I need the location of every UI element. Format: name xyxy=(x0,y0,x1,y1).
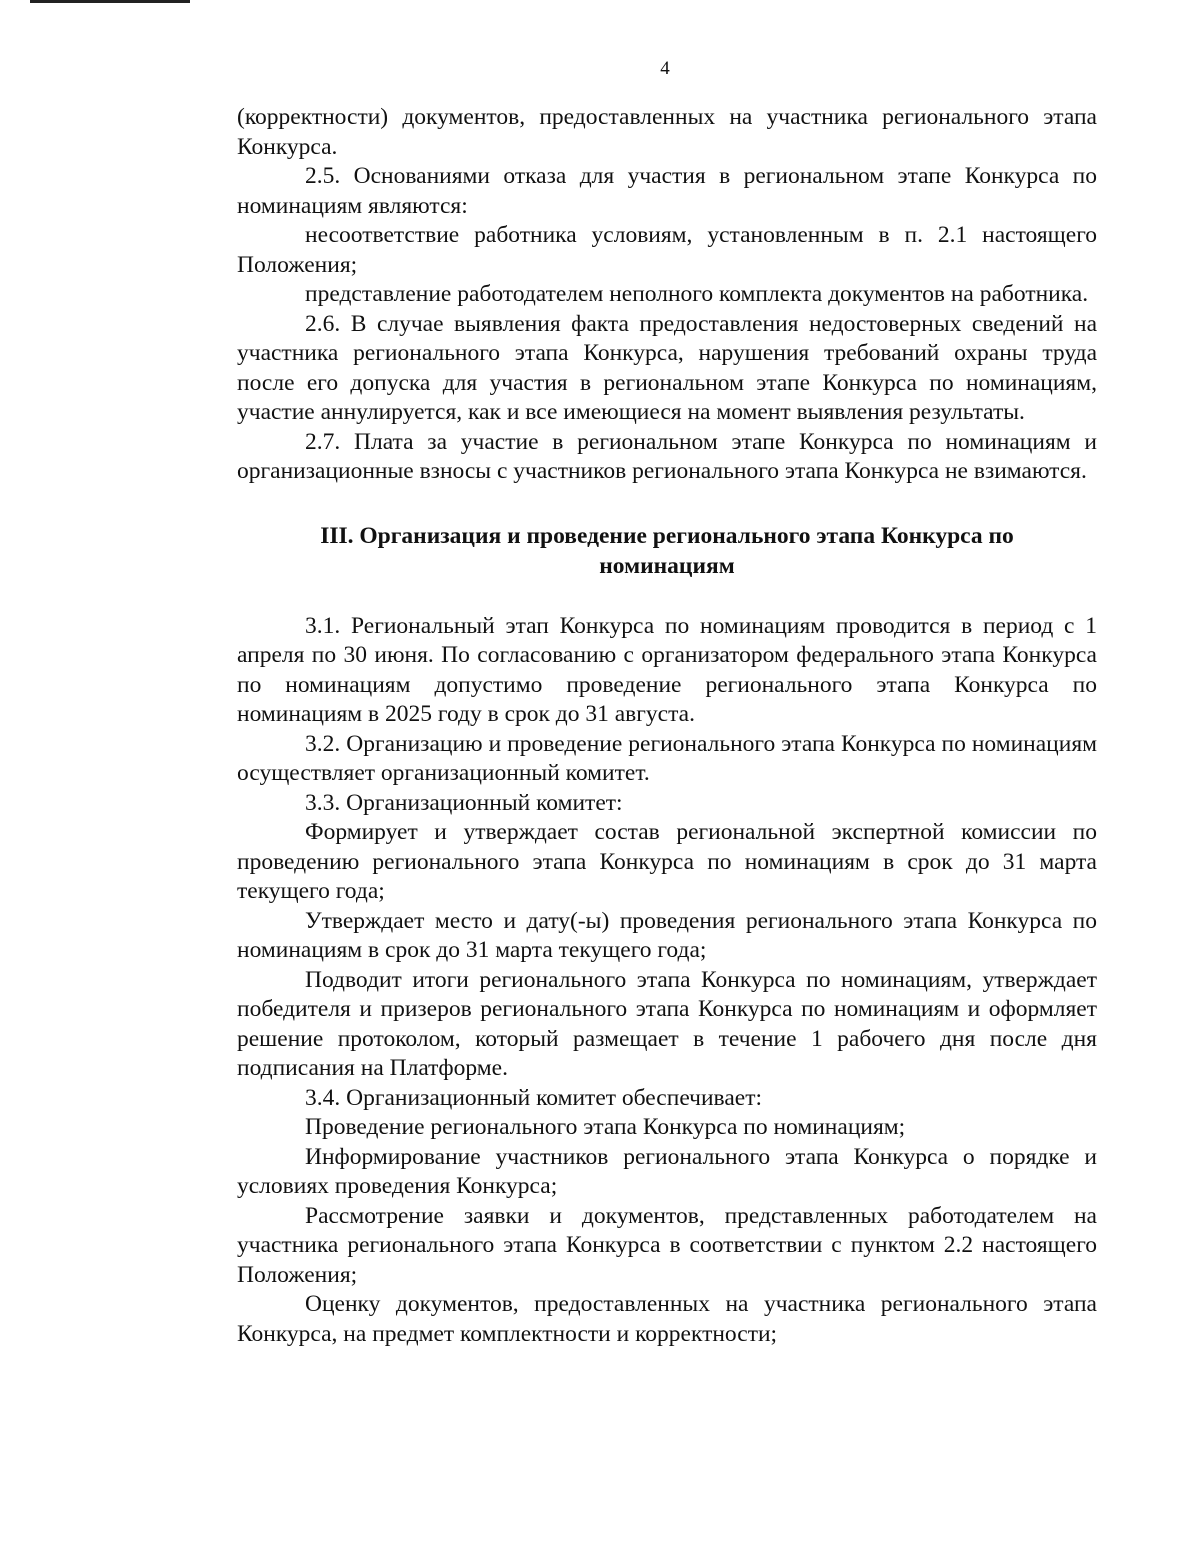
paragraph-continuation: (корректности) документов, предоставленных на участника регионального этапа Конкурса. xyxy=(237,104,1097,160)
page-number: 4 xyxy=(660,58,670,79)
paragraph-2-6: 2.6. В случае выявления факта предоставления недостоверных сведений на участника регионального этапа Конкурса, нарушения требований охраны труда после его допуска для участия в региональном этапе Конкурса по номинациям, участие аннулируется, как и все имеющиеся на момент выявления результаты. xyxy=(237,310,1097,425)
paragraph-3-4: 3.4. Организационный комитет обеспечивает: xyxy=(305,1084,762,1111)
paragraph-3-1: 3.1. Региональный этап Конкурса по номинациям проводится в период с 1 апреля по 30 июня. По согласованию с организатором федерального этапа Конкурса по номинациям допустимо проведение регионального этапа Конкурса по номинациям в 2025 году в срок до 31 августа. xyxy=(237,612,1097,727)
paragraph-2-5-item-1: несоответствие работника условиям, установленным в п. 2.1 настоящего Положения; xyxy=(237,222,1097,278)
paragraph-3-2: 3.2. Организацию и проведение регионального этапа Конкурса по номинациям осуществляет организационный комитет. xyxy=(237,730,1097,786)
paragraph-3-4-item-4: Оценку документов, предоставленных на участника регионального этапа Конкурса, на предмет комплектности и корректности; xyxy=(237,1291,1097,1347)
paragraph-3-3: 3.3. Организационный комитет: xyxy=(305,789,623,816)
paragraph-3-4-item-3: Рассмотрение заявки и документов, представленных работодателем на участника регионального этапа Конкурса в соответствии с пунктом 2.2 настоящего Положения; xyxy=(237,1202,1097,1288)
paragraph-3-3-item-3: Подводит итоги регионального этапа Конкурса по номинациям, утверждает победителя и призеров регионального этапа Конкурса по номинациям и оформляет решение протоколом, который размещает в течение 1 рабочего дня после дня подписания на Платформе. xyxy=(237,966,1097,1081)
paragraph-2-5-item-2: представление работодателем неполного комплекта документов на работника. xyxy=(305,281,1089,307)
paragraph-3-3-item-2: Утверждает место и дату(-ы) проведения регионального этапа Конкурса по номинациям в срок до 31 марта текущего года; xyxy=(237,907,1097,963)
paragraph-2-7: 2.7. Плата за участие в региональном этапе Конкурса по номинациям и организационные взносы с участников регионального этапа Конкурса не взимаются. xyxy=(237,428,1097,484)
paragraph-3-3-item-1: Формирует и утверждает состав региональной экспертной комиссии по проведению регионального этапа Конкурса по номинациям в срок до 31 марта текущего года; xyxy=(237,819,1097,904)
section-heading: III. Организация и проведение регионального этапа Конкурса по номинациям xyxy=(320,522,1014,579)
document-body xyxy=(237,103,1097,1349)
paragraph-2-5: 2.5. Основаниями отказа для участия в региональном этапе Конкурса по номинациям являются: xyxy=(237,163,1097,219)
top-edge-rule xyxy=(30,0,190,3)
paragraph-3-4-item-1: Проведение регионального этапа Конкурса по номинациям; xyxy=(305,1114,906,1140)
paragraph-3-4-item-2: Информирование участников регионального этапа Конкурса о порядке и условиях проведения Конкурса; xyxy=(237,1143,1097,1199)
